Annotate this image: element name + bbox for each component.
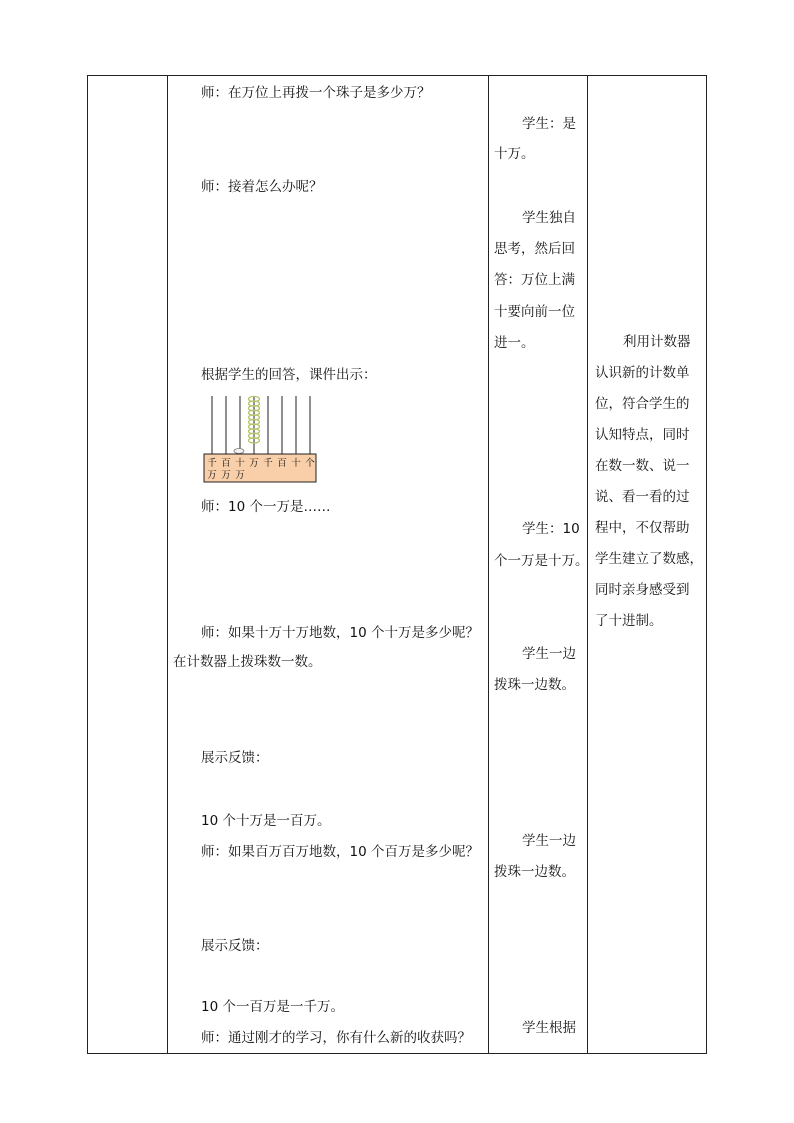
table-divider-1: [167, 75, 168, 1054]
student-answer: 十万。: [494, 146, 535, 162]
courseware-intro: 根据学生的回答，课件出示：: [201, 367, 377, 383]
student-answer: 十要向前一位: [494, 304, 575, 320]
moved-bead: [234, 449, 244, 454]
student-answer: 拨珠一边数。: [494, 864, 575, 880]
abacus-place-label: 个: [305, 458, 315, 469]
student-answer: 个一万是十万。: [494, 553, 589, 569]
teacher-question: 师：在万位上再拨一个珠子是多少万？: [201, 85, 431, 101]
student-answer: 进一。: [494, 335, 535, 351]
teacher-instruction: 在计数器上拨珠数一数。: [173, 654, 322, 670]
feedback-label: 展示反馈：: [201, 750, 269, 766]
table-border-left: [87, 75, 88, 1054]
abacus-place-label: 万: [235, 470, 245, 481]
feedback-result: 10 个十万是一百万。: [201, 813, 331, 829]
teacher-question: 师：10 个一万是……: [201, 499, 331, 515]
design-intent-text: 程中，不仅帮助: [595, 520, 690, 536]
abacus-place-label: 万: [207, 470, 217, 481]
abacus-place-label: 千: [263, 458, 273, 469]
student-answer: 答：万位上满: [494, 272, 575, 288]
abacus-place-label: 百: [277, 458, 287, 469]
abacus-place-label: 万: [221, 470, 231, 481]
design-intent-text: 认识新的计数单: [595, 365, 690, 381]
teacher-question: 师：如果百万百万地数，10 个百万是多少呢？: [201, 844, 479, 860]
student-answer: 学生一边: [522, 646, 576, 662]
student-answer: 学生一边: [522, 833, 576, 849]
student-answer: 思考，然后回: [494, 241, 575, 257]
design-intent-text: 位，符合学生的: [595, 396, 690, 412]
student-answer: 学生：是: [522, 116, 576, 132]
table-border-right: [706, 75, 707, 1054]
abacus-place-label: 十: [291, 458, 301, 469]
counting-frame-figure: [201, 394, 319, 484]
design-intent-text: 认知特点，同时: [595, 427, 690, 443]
table-border-bottom: [87, 1053, 707, 1054]
student-answer: 学生：10: [522, 521, 580, 537]
design-intent-text: 学生建立了数感，: [595, 551, 703, 567]
table-divider-2: [488, 75, 489, 1054]
teacher-question: 师：如果十万十万地数，10 个十万是多少呢？: [201, 625, 479, 641]
abacus-place-label: 百: [221, 458, 231, 469]
design-intent-text: 说、看一看的过: [595, 489, 690, 505]
student-answer: 学生根据: [522, 1020, 576, 1036]
design-intent-text: 同时亲身感受到: [595, 582, 690, 598]
feedback-result: 10 个一百万是一千万。: [201, 999, 344, 1015]
abacus-place-label: 万: [249, 458, 259, 469]
table-border-top: [87, 75, 707, 76]
teacher-question: 师：通过刚才的学习，你有什么新的收获吗？: [201, 1030, 471, 1046]
abacus-place-label: 十: [235, 458, 245, 469]
abacus-rods: [212, 396, 310, 454]
abacus-place-label: 千: [207, 458, 217, 469]
teacher-question: 师：接着怎么办呢？: [201, 179, 323, 195]
feedback-label: 展示反馈：: [201, 938, 269, 954]
design-intent-text: 在数一数、说一: [595, 458, 690, 474]
design-intent-text: 利用计数器: [623, 334, 691, 350]
design-intent-text: 了十进制。: [595, 613, 663, 629]
student-answer: 学生独自: [522, 210, 576, 226]
student-answer: 拨珠一边数。: [494, 677, 575, 693]
